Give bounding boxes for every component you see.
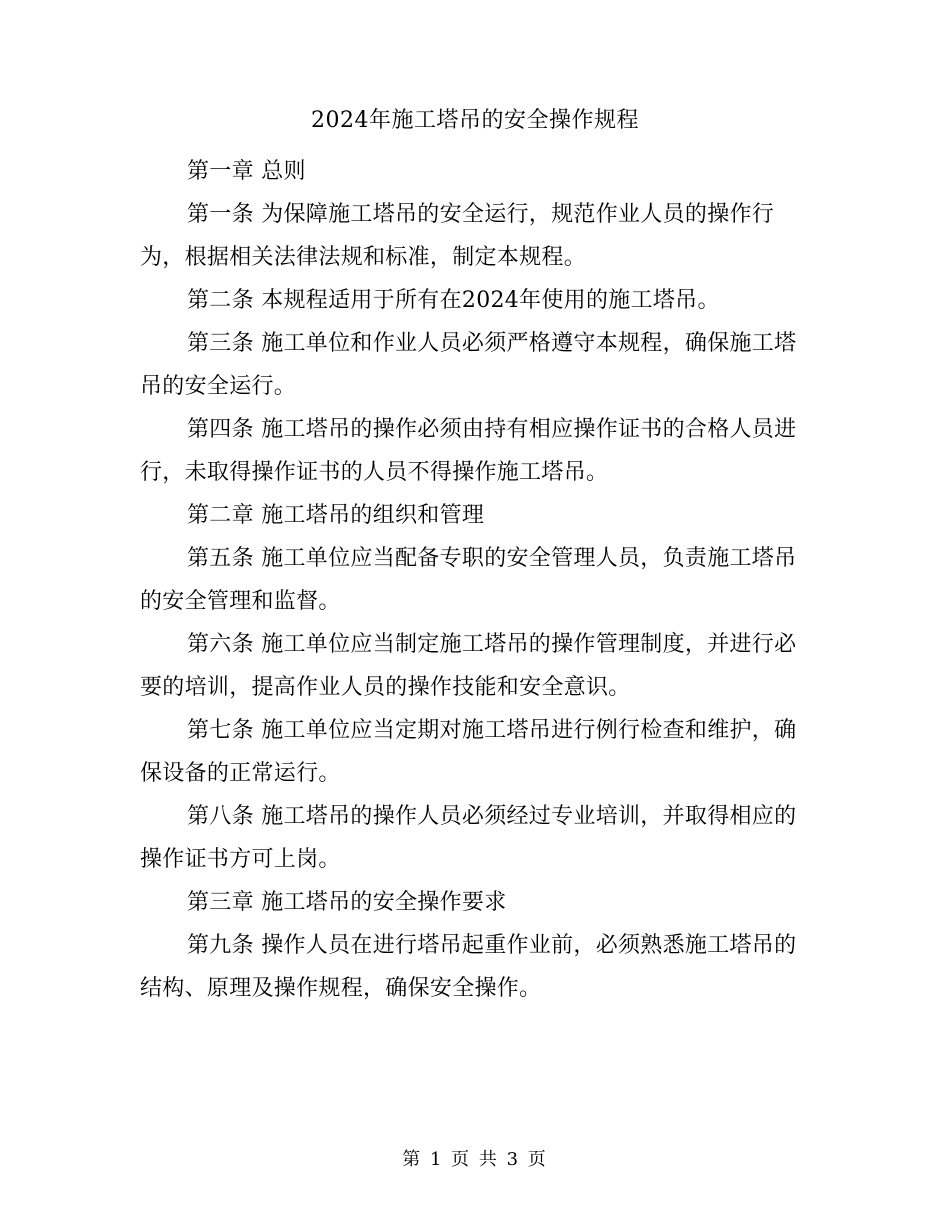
article-paragraph: 第五条 施工单位应当配备专职的安全管理人员，负责施工塔吊的安全管理和监督。 bbox=[140, 546, 797, 614]
article-paragraph: 第六条 施工单位应当制定施工塔吊的操作管理制度，并进行必要的培训，提高作业人员的操作技能和安全意识。 bbox=[140, 632, 797, 700]
article-paragraph: 第七条 施工单位应当定期对施工塔吊进行例行检查和维护，确保设备的正常运行。 bbox=[140, 718, 797, 786]
chapter-heading: 第一章 总则 bbox=[187, 159, 306, 184]
article-paragraph: 第二条 本规程适用于所有在2024年使用的施工塔吊。 bbox=[187, 288, 720, 313]
article-paragraph: 第一条 为保障施工塔吊的安全运行，规范作业人员的操作行为，根据相关法律法规和标准，制定本规程。 bbox=[140, 202, 775, 270]
chapter-heading: 第二章 施工塔吊的组织和管理 bbox=[187, 503, 485, 528]
chapter-heading: 第三章 施工塔吊的安全操作要求 bbox=[187, 890, 507, 915]
page-title: 2024年施工塔吊的安全操作规程 bbox=[311, 108, 639, 133]
article-paragraph: 第八条 施工塔吊的操作人员必须经过专业培训，并取得相应的操作证书方可上岗。 bbox=[140, 804, 797, 872]
page-footer: 第 1 页 共 3 页 bbox=[402, 1149, 548, 1170]
document-body bbox=[140, 150, 808, 1010]
article-paragraph: 第九条 操作人员在进行塔吊起重作业前，必须熟悉施工塔吊的结构、原理及操作规程，确保安全操作。 bbox=[140, 933, 797, 1001]
article-paragraph: 第四条 施工塔吊的操作必须由持有相应操作证书的合格人员进行，未取得操作证书的人员不得操作施工塔吊。 bbox=[140, 417, 797, 485]
article-paragraph: 第三条 施工单位和作业人员必须严格遵守本规程，确保施工塔吊的安全运行。 bbox=[140, 331, 797, 399]
